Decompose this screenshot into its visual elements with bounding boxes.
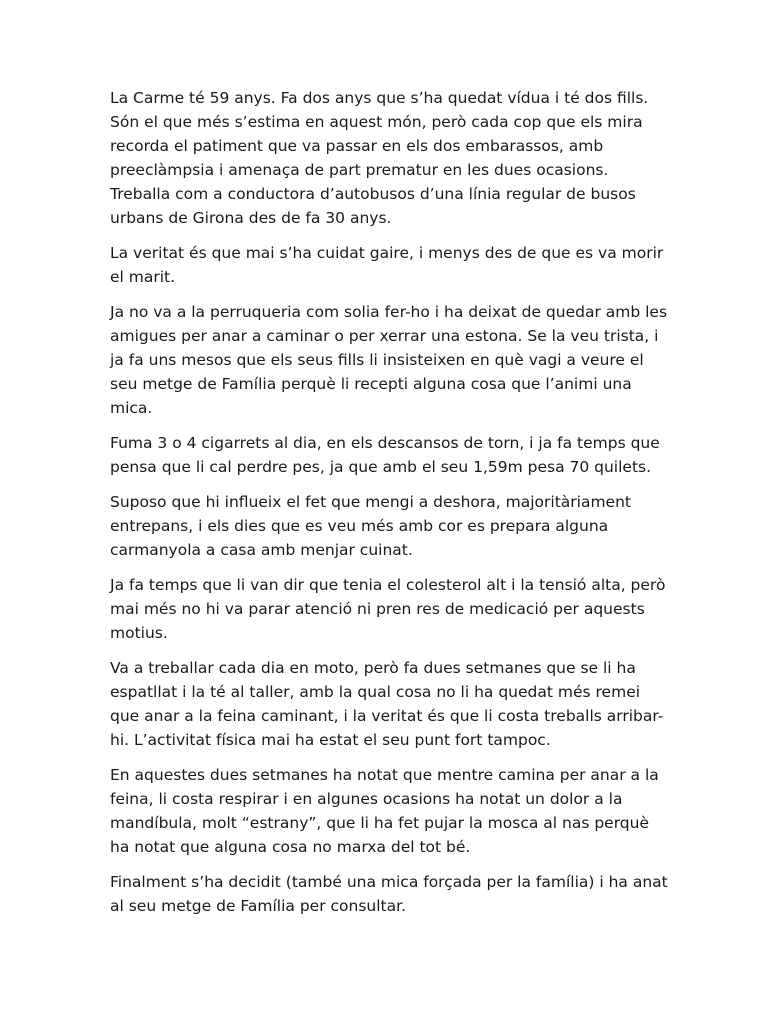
paragraph-3: Ja no va a la perruqueria com solia fer-ho i ha deixat de quedar amb les amigues per anar a caminar o per xerrar una estona. Se la veu trista, i ja fa uns mesos que els seus fills li insisteixen en què vagi a veure el seu metge de Família perquè li recepti alguna cosa que l’animi una mica.: [110, 303, 668, 417]
paragraph-6: Ja fa temps que li van dir que tenia el colesterol alt i la tensió alta, però mai més no hi va parar atenció ni pren res de medicació per aquests motius.: [110, 576, 666, 642]
paragraph-7: Va a treballar cada dia en moto, però fa dues setmanes que se li ha espatllat i la té al taller, amb la qual cosa no li ha quedat més remei que anar a la feina caminant, i la veritat és que li costa treballs arribar-hi. L’activitat física mai ha estat el seu punt fort tampoc.: [110, 659, 664, 749]
paragraph-2: La veritat és que mai s’ha cuidat gaire, i menys des de que es va morir el marit.: [110, 244, 664, 286]
paragraph-1: La Carme té 59 anys. Fa dos anys que s’ha quedat vídua i té dos fills. Són el que més s’estima en aquest món, però cada cop que els mira recorda el patiment que va passar en els dos embarassos, amb preeclàmpsia i amenaça de part prematur en les dues ocasions. Treballa com a conductora d’autobusos d’una línia regular de busos urbans de Girona des de fa 30 anys.: [110, 89, 649, 227]
paragraph-5: Suposo que hi influeix el fet que mengi a deshora, majoritàriament entrepans, i els dies que es veu més amb cor es prepara alguna carmanyola a casa amb menjar cuinat.: [110, 493, 631, 559]
paragraph-8: En aquestes dues setmanes ha notat que mentre camina per anar a la feina, li costa respirar i en algunes ocasions ha notat un dolor a la mandíbula, molt “estrany”, que li ha fet pujar la mosca al nas perquè ha notat que alguna cosa no marxa del tot bé.: [110, 766, 659, 856]
paragraph-9: Finalment s’ha decidit (també una mica forçada per la família) i ha anat al seu metge de Família per consultar.: [110, 873, 668, 915]
paragraph-4: Fuma 3 o 4 cigarrets al dia, en els descansos de torn, i ja fa temps que pensa que li cal perdre pes, ja que amb el seu 1,59m pesa 70 quilets.: [110, 434, 660, 476]
document-body: [110, 86, 670, 929]
